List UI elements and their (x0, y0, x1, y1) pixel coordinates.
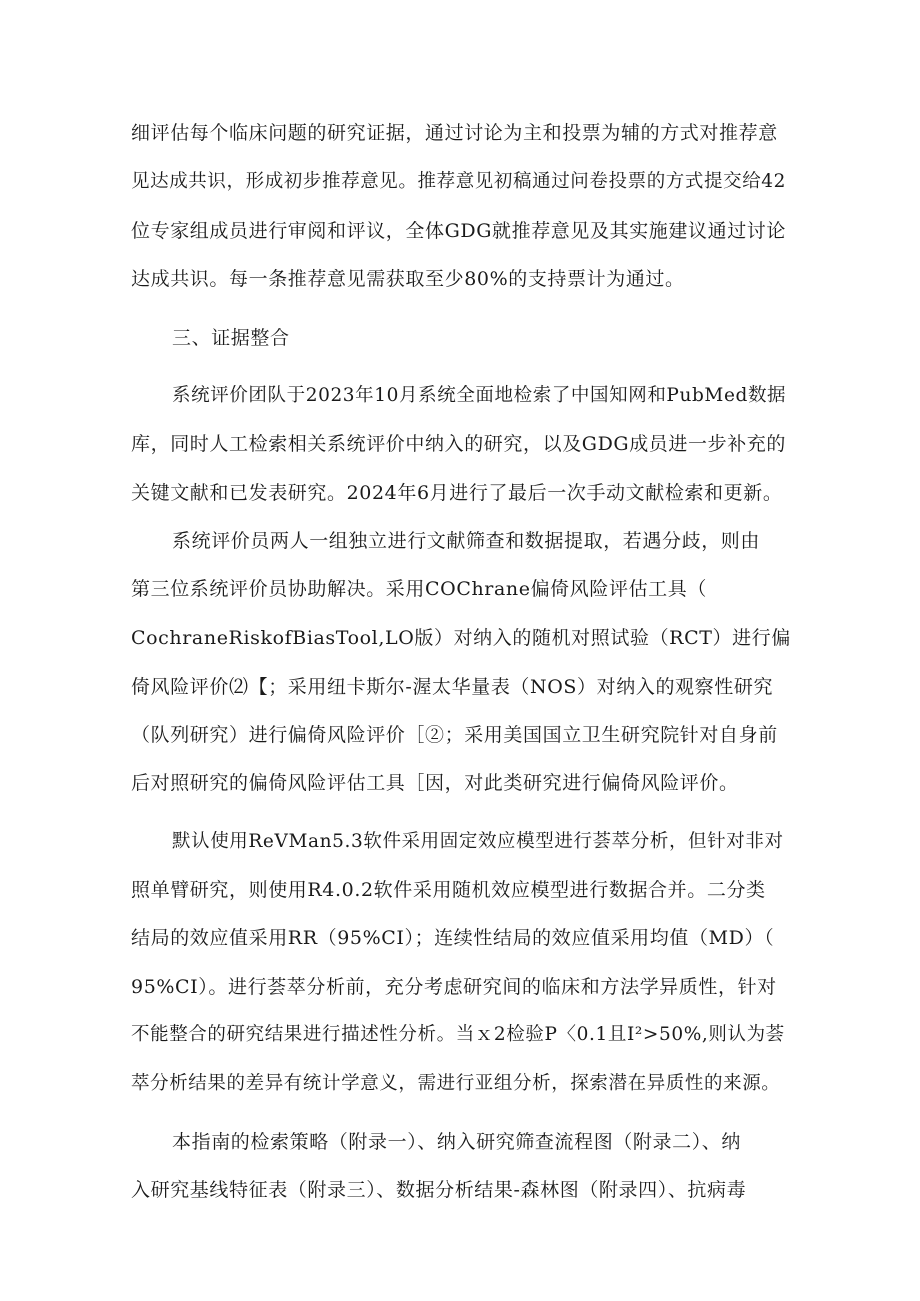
para4-line-1: 默认使用ReVMan5.3软件采用固定效应模型进行荟萃分析，但针对非对 (172, 831, 784, 852)
para1-line-1: 细评估每个临床问题的研究证据，通过讨论为主和投票为辅的方式对推荐意 (131, 122, 778, 144)
para3-line-3: CochraneRiskofBiasTool,LO版）对纳入的随机对照试验（RCT）进行偏 (131, 627, 791, 649)
para4-line-6: 萃分析结果的差异有统计学意义，需进行亚组分析，探索潜在异质性的来源。 (131, 1073, 781, 1094)
para4-line-5: 不能整合的研究结果进行描述性分析。当ｘ2检验P〈0.1且I²>50%,则认为荟 (131, 1024, 785, 1045)
para3-line-1: 系统评价员两人一组独立进行文献筛查和数据提取，若遇分歧，则由 (172, 530, 761, 552)
para5-line-1: 本指南的检索策略（附录一）、纳入研究筛查流程图（附录二）、纳 (172, 1131, 742, 1153)
section-heading: 三、证据整合 (172, 327, 290, 349)
para4-line-3: 结局的效应值采用RR（95%CI）；连续性结局的效应值采用均值（MD）（ (131, 927, 775, 949)
para3-line-4: 倚风险评价⑵【；采用纽卡斯尔-渥太华量表（NOS）对纳入的观察性研究 (131, 676, 774, 698)
para2-line-2: 库，同时人工检索相关系统评价中纳入的研究，以及GDG成员进一步补充的 (131, 433, 786, 455)
para1-line-3: 位专家组成员进行审阅和评议，全体GDG就推荐意见及其实施建议通过讨论 (131, 220, 786, 242)
para2-line-1: 系统评价团队于2023年10月系统全面地检索了中国知网和PubMed数据 (172, 385, 787, 406)
para4-line-4: 95%CI）。进行荟萃分析前，充分考虑研究间的临床和方法学异质性，针对 (131, 976, 777, 998)
para2-line-3: 关键文献和已发表研究。2024年6月进行了最后一次手动文献检索和更新。 (131, 482, 783, 504)
para5-line-2: 入研究基线特征表（附录三）、数据分析结果-森林图（附录四）、抗病毒 (131, 1179, 747, 1201)
para3-line-6: 后对照研究的偏倚风险评估工具［因，对此类研究进行偏倚风险评价。 (131, 772, 739, 794)
para3-line-5: （队列研究）进行偏倚风险评价［②；采用美国国立卫生研究院针对自身前 (131, 724, 778, 746)
para1-line-2: 见达成共识，形成初步推荐意见。推荐意见初稿通过问卷投票的方式提交给42 (131, 171, 787, 192)
para4-line-2: 照单臂研究，则使用R4.0.2软件采用随机效应模型进行数据合并。二分类 (131, 879, 766, 901)
para3-line-2: 第三位系统评价员协助解决。采用COChrane偏倚风险评估工具（ (131, 578, 707, 600)
para1-line-4: 达成共识。每一条推荐意见需获取至少80%的支持票计为通过。 (131, 268, 685, 290)
